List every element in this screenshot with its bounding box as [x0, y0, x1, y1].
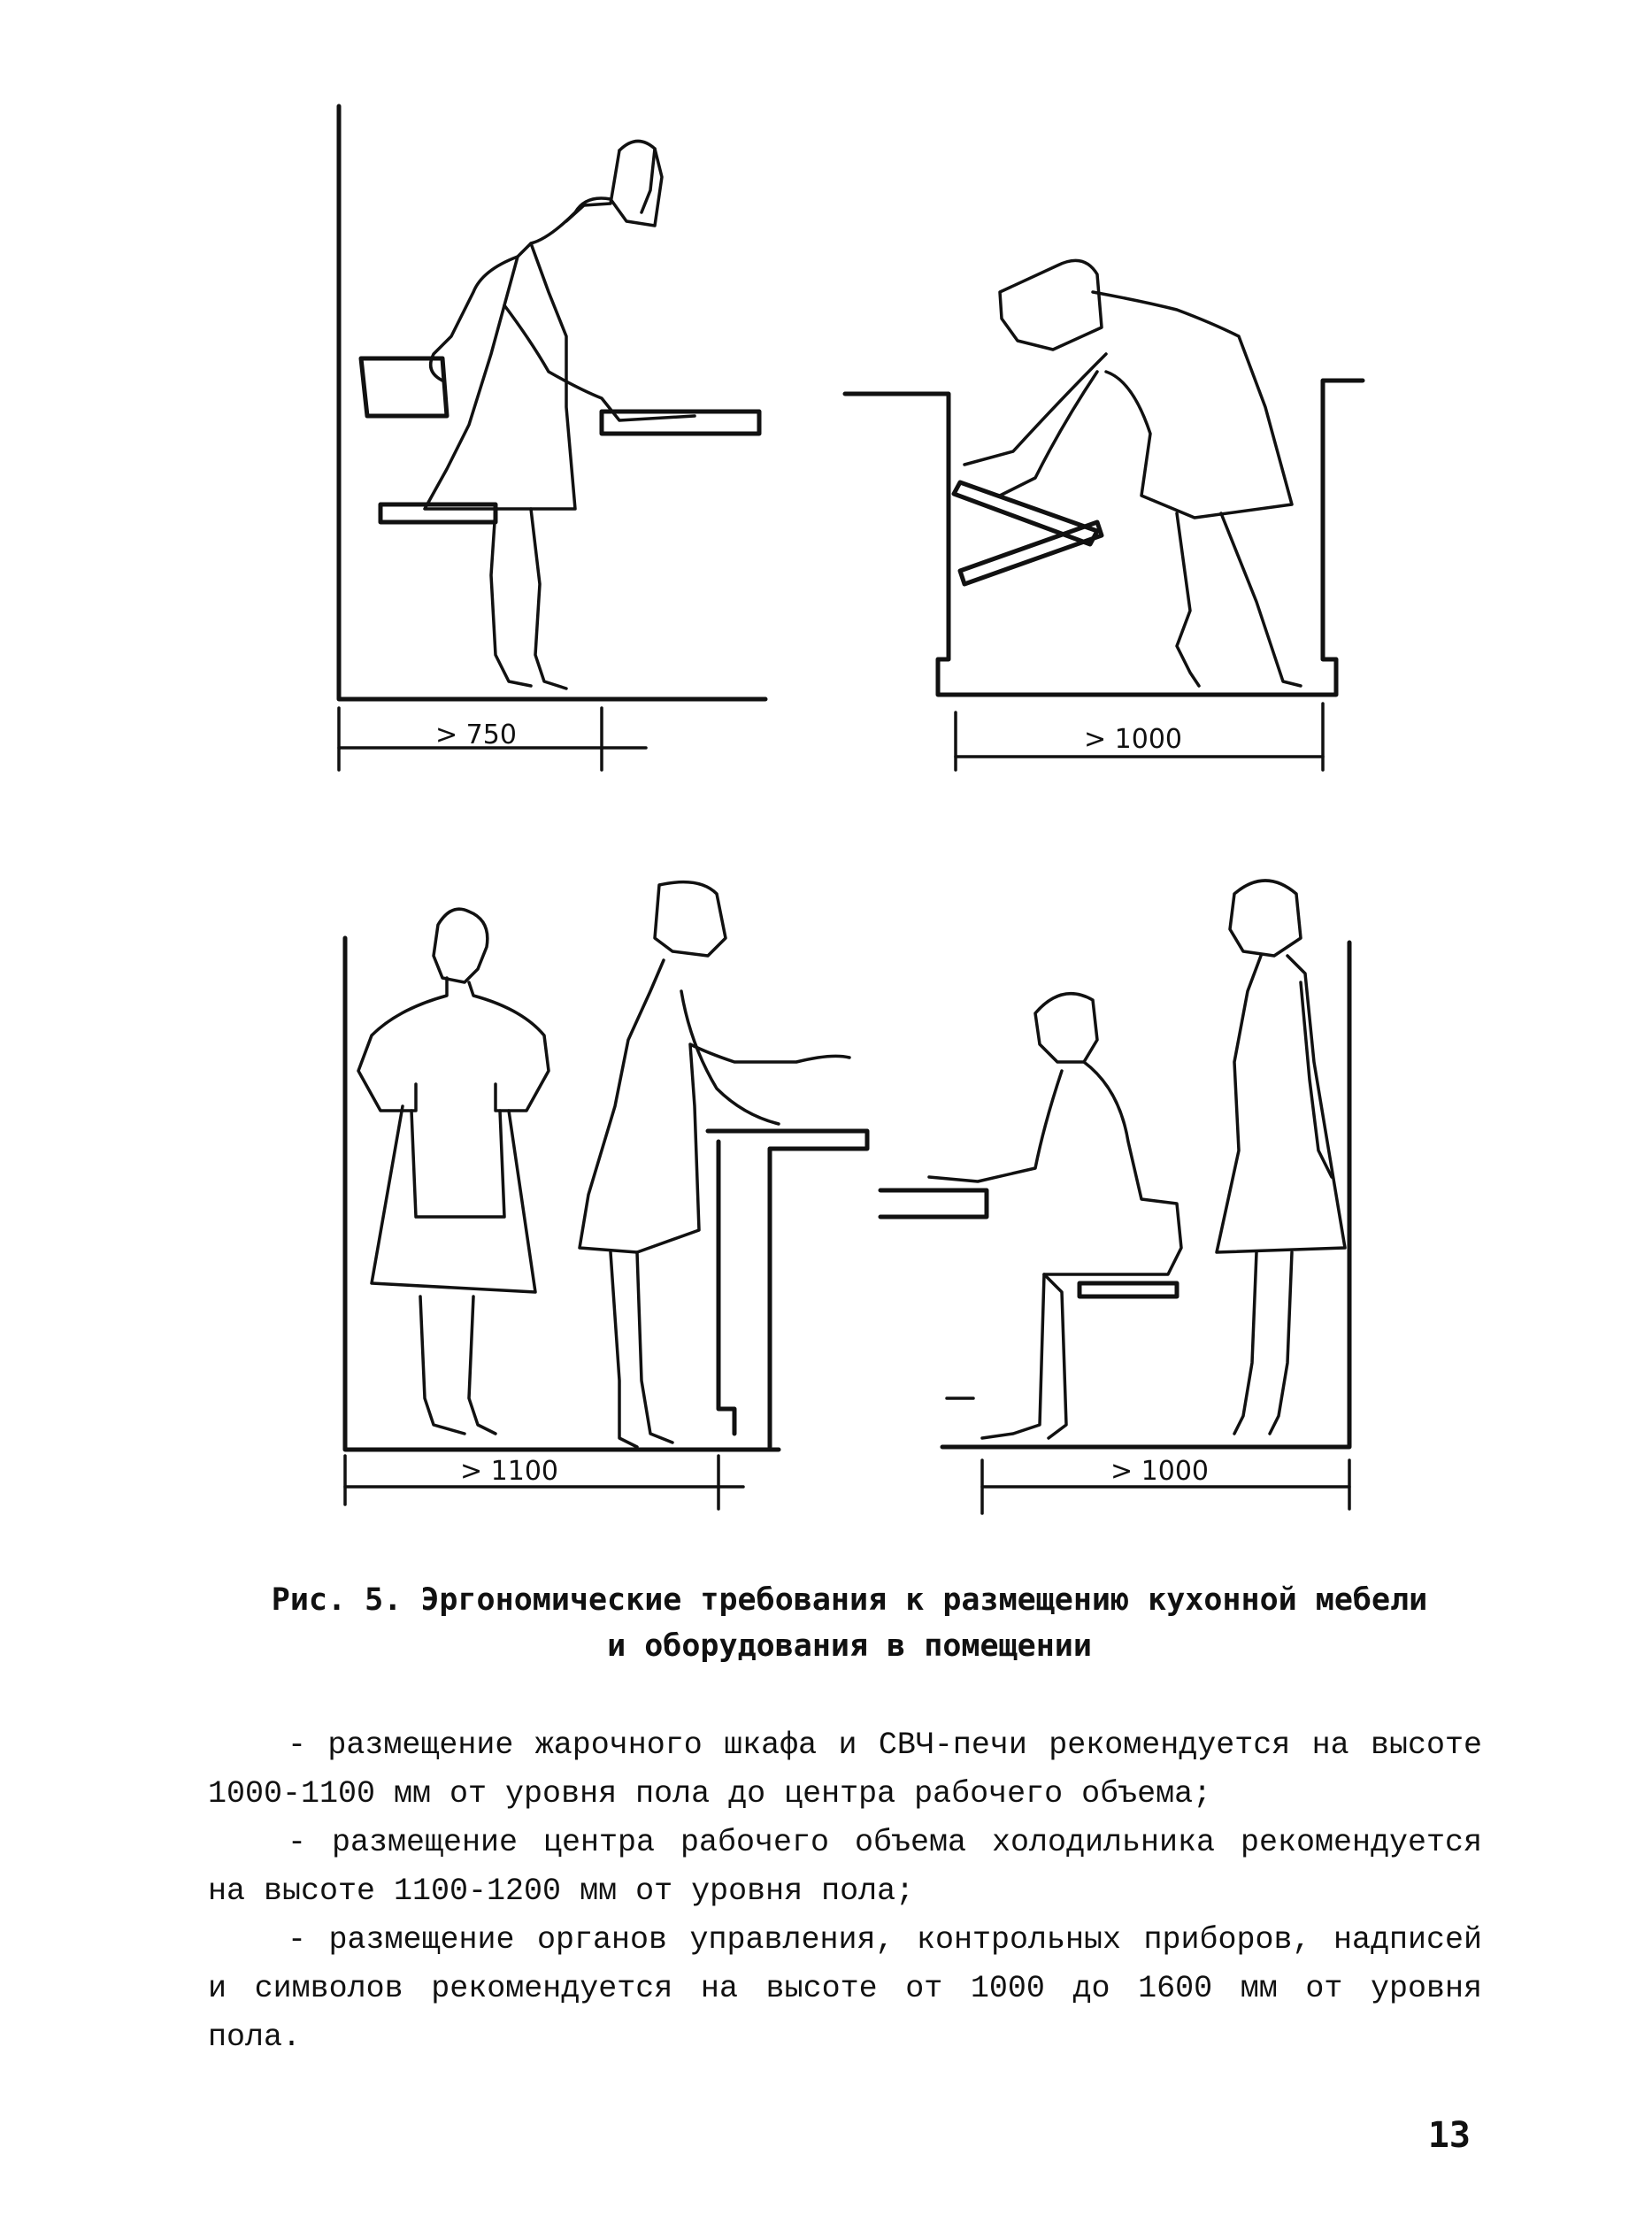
panel-bottom-left	[345, 882, 867, 1509]
woman-standing-figure	[1217, 881, 1345, 1434]
page-number: 13	[1427, 2115, 1471, 2156]
dimension-label: > 1000	[1084, 724, 1183, 755]
panel-top-left	[339, 106, 765, 770]
caption-line-1: Рис. 5. Эргономические требования к размещению кухонной мебели	[271, 1582, 1428, 1618]
paragraph-oven: - размещение жарочного шкафа и СВЧ-печи рекомендуется на высоте 1000-1100 мм от уровня пола до центра рабочего объема;	[208, 1727, 1482, 1812]
dimension-bottom-right	[982, 1456, 1349, 1513]
panel-top-right	[845, 260, 1363, 770]
dimension-label: > 750	[435, 719, 517, 750]
dimension-top-right	[956, 704, 1323, 770]
panel-bottom-right	[880, 881, 1349, 1513]
dimension-label: > 1100	[460, 1456, 559, 1487]
figure-caption	[168, 1577, 1531, 1669]
body-text	[208, 1721, 1482, 2062]
woman-bending-figure	[425, 141, 695, 689]
dimension-label: > 1000	[1110, 1456, 1210, 1487]
dimension-top-left	[339, 708, 646, 770]
woman-profile-figure	[580, 882, 849, 1447]
woman-oven-figure	[964, 260, 1301, 686]
paragraph-fridge: - размещение центра рабочего объема холодильника рекомендуется на высоте 1100-1200 мм от уровня пола;	[208, 1825, 1482, 1909]
paragraph-controls: - размещение органов управления, контрольных приборов, надписей и символов рекомендуется на высоте от 1000 до 1600 мм от уровня пола.	[208, 1922, 1482, 2055]
dimension-bottom-left	[345, 1456, 743, 1509]
woman-front-figure	[358, 909, 549, 1434]
caption-line-2: и оборудования в помещении	[607, 1628, 1092, 1664]
